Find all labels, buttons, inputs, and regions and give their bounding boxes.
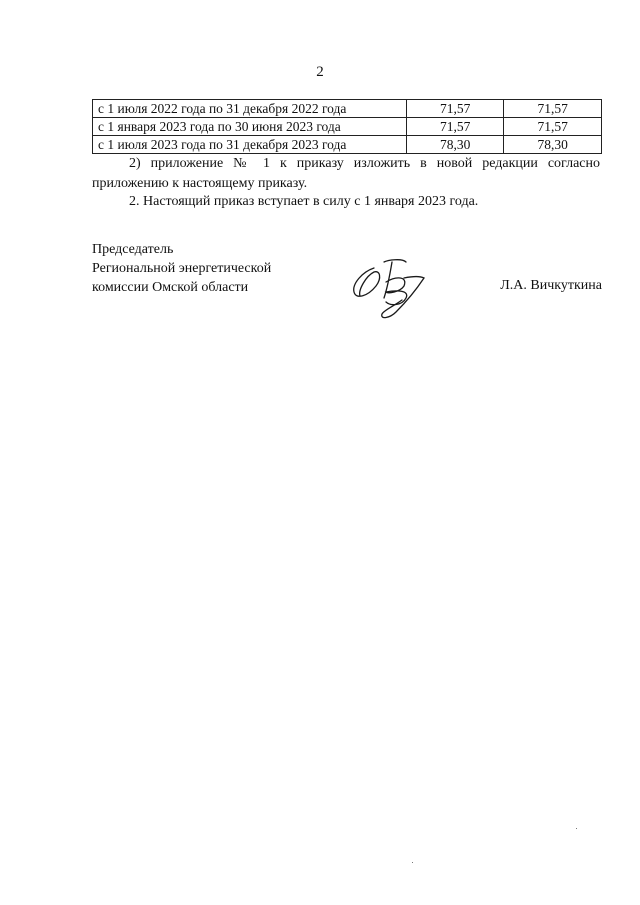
effective-date-paragraph [92, 192, 600, 212]
effective-date-text: 2. Настоящий приказ вступает в силу с 1 января 2023 года. [129, 194, 479, 209]
signatory-title-line: Председатель [92, 242, 174, 257]
value-cell: 71,57 [406, 100, 504, 118]
amendment-text: 2) приложение № 1 к приказу изложить в новой редакции согласно приложению к настоящему приказу. [92, 156, 600, 191]
table-row [93, 100, 602, 118]
tariff-table [92, 99, 602, 154]
amendment-paragraph [92, 154, 600, 194]
value-cell: 78,30 [406, 136, 504, 154]
signatory-title [92, 240, 271, 297]
signatory-title-line: комиссии Омской области [92, 280, 249, 295]
signatory-title-line: Региональной энергетической [92, 261, 272, 276]
table-row [93, 118, 602, 136]
value-cell: 71,57 [406, 118, 504, 136]
handwritten-signature [344, 256, 434, 322]
scan-speck [576, 828, 577, 829]
period-cell: с 1 июля 2022 года по 31 декабря 2022 года [93, 100, 407, 118]
value-cell: 78,30 [504, 136, 602, 154]
period-cell: с 1 января 2023 года по 30 июня 2023 года [93, 118, 407, 136]
table-row [93, 136, 602, 154]
page-number: 2 [316, 64, 324, 80]
value-cell: 71,57 [504, 118, 602, 136]
signatory-name: Л.А. Вичкуткина [500, 278, 602, 293]
scan-speck [412, 862, 413, 863]
period-cell: с 1 июля 2023 года по 31 декабря 2023 года [93, 136, 407, 154]
value-cell: 71,57 [504, 100, 602, 118]
